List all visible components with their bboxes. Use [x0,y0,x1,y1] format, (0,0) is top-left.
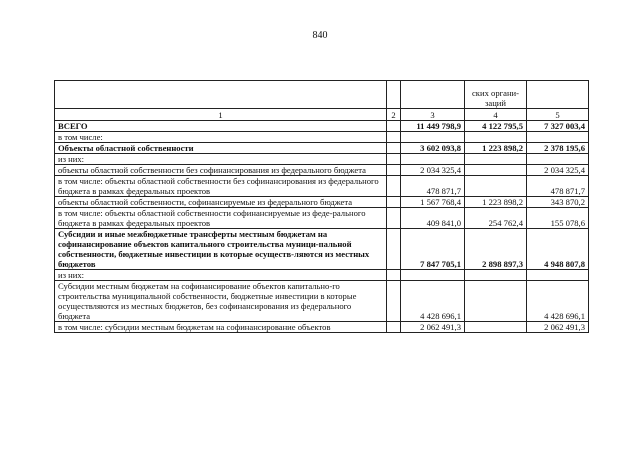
header-cell-5 [527,81,589,109]
row-col2-cell [387,270,401,281]
row-col2-cell [387,121,401,132]
row-col5-value: 4 428 696,1 [527,281,589,322]
row-col4-value: 2 898 897,3 [465,229,527,270]
row-col4-value: 4 122 795,5 [465,121,527,132]
row-col2-cell [387,165,401,176]
table-row [55,208,589,229]
col-number-5: 5 [527,109,589,121]
row-label: Субсидии и иные межбюджетные трансферты местным бюджетам на софинансирование объектов капитального строительства муници-пальной собственности, бюджетные инвестиции в которые осуществ-ляются из местных бюджетов [55,229,387,270]
row-col3-value: 2 062 491,3 [401,322,465,333]
table-row [55,197,589,208]
table-row [55,154,589,165]
row-label: в том числе: объекты областной собственности софинансируемые из феде-рального бюджета в рамках федеральных проектов [55,208,387,229]
row-label: в том числе: [55,132,387,143]
row-col3-value: 3 602 093,8 [401,143,465,154]
row-col2-cell [387,176,401,197]
row-col5-value: 4 948 807,8 [527,229,589,270]
table-row [55,143,589,154]
row-label: Объекты областной собственности [55,143,387,154]
row-col3-value [401,154,465,165]
col-number-3: 3 [401,109,465,121]
row-col2-cell [387,143,401,154]
row-col4-value [465,322,527,333]
row-col2-cell [387,229,401,270]
row-col4-value [465,176,527,197]
column-number-row [55,109,589,121]
row-col5-value [527,154,589,165]
table-row [55,281,589,322]
row-col2-cell [387,154,401,165]
row-col4-value [465,270,527,281]
row-label: Субсидии местным бюджетам на софинансирование объектов капитально-го строительства муниципальной собственности, бюджетные инвестиции в которые осуществляются из местных бюджетов, без софинансирования из федерального бюджета [55,281,387,322]
row-label: в том числе: субсидии местным бюджетам на софинансирование объектов [55,322,387,333]
row-col5-value: 2 062 491,3 [527,322,589,333]
row-col3-value: 1 567 768,4 [401,197,465,208]
col-number-1: 1 [55,109,387,121]
row-col2-cell [387,197,401,208]
row-label: объекты областной собственности без софинансирования из федерального бюджета [55,165,387,176]
row-col4-value [465,165,527,176]
row-col5-value: 7 327 003,4 [527,121,589,132]
row-col3-value: 7 847 705,1 [401,229,465,270]
table-row [55,165,589,176]
row-label: из них: [55,154,387,165]
row-col4-value [465,281,527,322]
row-label: из них: [55,270,387,281]
table-row [55,176,589,197]
header-cell-4 [465,81,527,109]
budget-table [54,80,589,333]
row-col4-value: 1 223 898,2 [465,143,527,154]
row-col4-value: 1 223 898,2 [465,197,527,208]
row-col2-cell [387,132,401,143]
table-row [55,270,589,281]
table-row [55,229,589,270]
table-row [55,121,589,132]
row-label: объекты областной собственности, софинансируемые из федерального бюджета [55,197,387,208]
row-col3-value: 478 871,7 [401,176,465,197]
row-col2-cell [387,322,401,333]
col-number-4: 4 [465,109,527,121]
row-col4-value: 254 762,4 [465,208,527,229]
header-col4-line-2: заций [484,98,506,108]
row-col5-value: 478 871,7 [527,176,589,197]
col-number-2: 2 [387,109,401,121]
header-row [55,81,589,109]
row-col5-value [527,270,589,281]
header-cell-2 [387,81,401,109]
row-label: в том числе: объекты областной собственности без софинансирования из федерального бюджета в рамках федеральных проектов [55,176,387,197]
row-col5-value [527,132,589,143]
row-label: ВСЕГО [55,121,387,132]
row-col4-value [465,154,527,165]
row-col5-value: 343 870,2 [527,197,589,208]
page-number: 840 [312,30,328,41]
header-cell-1 [55,81,387,109]
row-col2-cell [387,281,401,322]
row-col5-value: 2 378 195,6 [527,143,589,154]
row-col5-value: 155 078,6 [527,208,589,229]
row-col3-value: 2 034 325,4 [401,165,465,176]
table-row [55,132,589,143]
row-col3-value [401,270,465,281]
row-col2-cell [387,208,401,229]
header-cell-3 [401,81,465,109]
row-col3-value [401,132,465,143]
row-col3-value: 409 841,0 [401,208,465,229]
row-col4-value [465,132,527,143]
row-col3-value: 11 449 798,9 [401,121,465,132]
row-col3-value: 4 428 696,1 [401,281,465,322]
row-col5-value: 2 034 325,4 [527,165,589,176]
header-col4-line-1: ских органи- [471,88,520,98]
table-row [55,322,589,333]
